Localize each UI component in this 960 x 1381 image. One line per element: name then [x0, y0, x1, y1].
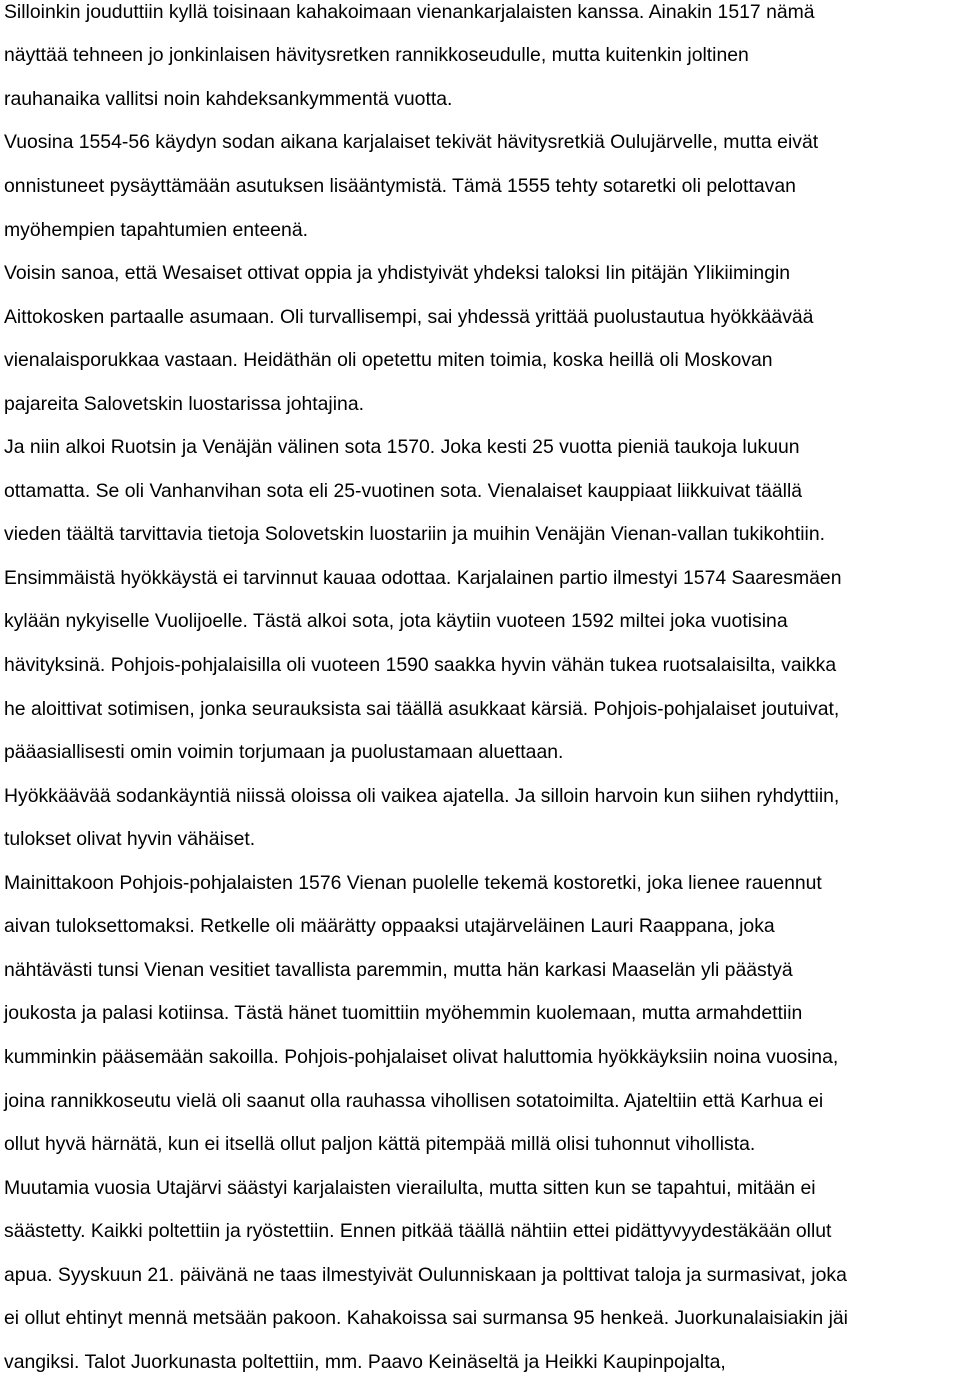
text-line: säästetty. Kaikki poltettiin ja ryöstettiin. Ennen pitkää täällä nähtiin ettei pidättyvyydestäkään ollut: [4, 1220, 832, 1242]
text-line: Hyökkäävää sodankäyntiä niissä oloissa oli vaikea ajatella. Ja silloin harvoin kun siihen ryhdyttiin,: [4, 785, 840, 807]
text-line: Ja niin alkoi Ruotsin ja Venäjän välinen sota 1570. Joka kesti 25 vuotta pieniä taukoja lukuun: [4, 436, 800, 458]
text-line: hävityksinä. Pohjois-pohjalaisilla oli vuoteen 1590 saakka hyvin vähän tukea ruotsalaisilta, vaikka: [4, 654, 837, 676]
text-line: rauhanaika vallitsi noin kahdeksankymmentä vuotta.: [4, 88, 453, 110]
text-line: Muutamia vuosia Utajärvi säästyi karjalaisten vierailulta, mutta sitten kun se tapahtui, mitään ei: [4, 1177, 816, 1199]
text-line: apua. Syyskuun 21. päivänä ne taas ilmestyivät Oulunniskaan ja polttivat taloja ja surmasivat, joka: [4, 1264, 847, 1286]
text-line: he aloittivat sotimisen, jonka seurauksista sai täällä asukkaat kärsiä. Pohjois-pohjalaiset joutuivat,: [4, 698, 840, 720]
text-line: Vuosina 1554-56 käydyn sodan aikana karjalaiset tekivät hävitysretkiä Oulujärvelle, mutta eivät: [4, 131, 819, 153]
text-line: nähtävästi tunsi Vienan vesitiet tavallista paremmin, mutta hän karkasi Maaselän yli päästyä: [4, 959, 793, 981]
text-line: Voisin sanoa, että Wesaiset ottivat oppia ja yhdistyivät yhdeksi taloksi Iin pitäjän Ylikiimingin: [4, 262, 791, 284]
text-line: pajareita Salovetskin luostarissa johtajina.: [4, 393, 365, 415]
text-line: onnistuneet pysäyttämään asutuksen lisääntymistä. Tämä 1555 tehty sotaretki oli pelottavan: [4, 175, 796, 197]
text-line: kylään nykyiselle Vuolijoelle. Tästä alkoi sota, jota käytiin vuoteen 1592 miltei joka vuotisina: [4, 610, 788, 632]
text-line: Mainittakoon Pohjois-pohjalaisten 1576 Vienan puolelle tekemä kostoretki, joka lienee rauennut: [4, 872, 822, 894]
text-line: tulokset olivat hyvin vähäiset.: [4, 828, 256, 850]
text-line: aivan tuloksettomaksi. Retkelle oli määrätty oppaaksi utajärveläinen Lauri Raappana, joka: [4, 915, 775, 937]
text-line: ollut hyvä härnätä, kun ei itsellä ollut paljon kättä pitempää millä olisi tuhonnut vihollista.: [4, 1133, 756, 1155]
text-line: vangiksi. Talot Juorkunasta poltettiin, mm. Paavo Keinäseltä ja Heikki Kaupinpojalta,: [4, 1351, 726, 1373]
text-line: ei ollut ehtinyt mennä metsään pakoon. Kahakoissa sai surmansa 95 henkeä. Juorkunalaisiakin jäi: [4, 1307, 848, 1329]
text-line: näyttää tehneen jo jonkinlaisen hävitysretken rannikkoseudulle, mutta kuitenkin joltinen: [4, 44, 749, 66]
text-line: ottamatta. Se oli Vanhanvihan sota eli 25-vuotinen sota. Vienalaiset kauppiaat liikkuivat täällä: [4, 480, 803, 502]
text-line: Ensimmäistä hyökkäystä ei tarvinnut kauaa odottaa. Karjalainen partio ilmestyi 1574 Saaresmäen: [4, 567, 842, 589]
text-line: joina rannikkoseutu vielä oli saanut olla rauhassa vihollisen sotatoimilta. Ajateltiin että Karhua ei: [4, 1090, 824, 1112]
text-line: kumminkin pääsemään sakoilla. Pohjois-pohjalaiset olivat haluttomia hyökkäyksiin noina vuosina,: [4, 1046, 839, 1068]
text-line: joukosta ja palasi kotiinsa. Tästä hänet tuomittiin myöhemmin kuolemaan, mutta armahdettiin: [4, 1002, 803, 1024]
text-line: Silloinkin jouduttiin kyllä toisinaan kahakoimaan vienankarjalaisten kanssa. Ainakin 1517 nämä: [4, 1, 815, 23]
text-line: pääasiallisesti omin voimin torjumaan ja puolustamaan aluettaan.: [4, 741, 564, 763]
text-line: Aittokosken partaalle asumaan. Oli turvallisempi, sai yhdessä yrittää puolustautua hyökkäävää: [4, 306, 814, 328]
text-line: vieden täältä tarvittavia tietoja Solovetskin luostariin ja muihin Venäjän Vienan-vallan tukikohtiin.: [4, 523, 825, 545]
text-line: vienalaisporukkaa vastaan. Heidäthän oli opetettu miten toimia, koska heillä oli Moskovan: [4, 349, 773, 371]
text-line: myöhempien tapahtumien enteenä.: [4, 219, 308, 241]
